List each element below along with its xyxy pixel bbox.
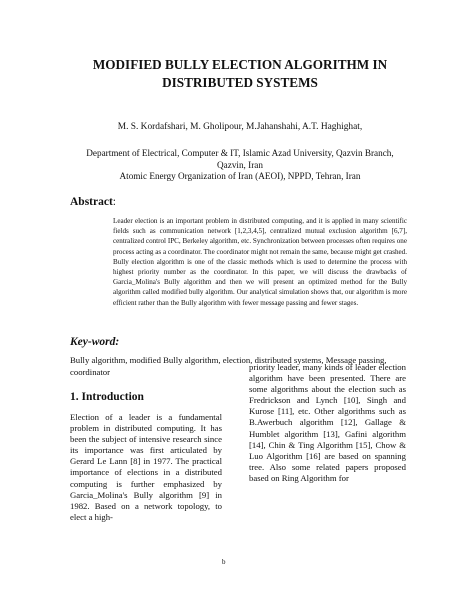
introduction-right-column: priority leader, many kinds of leader election algorithm have been presented. There are some algorithms about the election such as Fredrickson and Lynch [10], Singh and Kurose [11], etc. Other algorithms such as B.Awerbuch algorithm [12], Gallage & Humblet algorithm [13], Gafini algorithm [14], Chin & Ting Algorithm [15], Chow & Luo Algorithm [16] are based on spanning tree. Also some related papers proposed based on Ring Algorithm for <box>249 362 406 483</box>
affiliation-line-3: Atomic Energy Organization of Iran (AEOI), NPPD, Tehran, Iran <box>119 171 361 181</box>
abstract-heading <box>70 196 116 208</box>
introduction-left-column: Election of a leader is a fundamental problem in distributed computing. It has been the subject of intensive research since its importance was first articulated by Gerard Le Lann [8] in 1977. The practical importance of elections in a distributed computing is further emphasized by Garcia_Molina's Bully algorithm [9] in 1982. Based on a network topology, to elect a high- <box>70 412 222 522</box>
affiliation-line-1: Department of Electrical, Computer & IT, Islamic Azad University, Qazvin Branch, <box>86 148 394 158</box>
paper-title <box>70 56 410 92</box>
abstract-heading-text: Abstract <box>70 196 113 208</box>
page-number: b <box>222 558 226 566</box>
title-line-2: DISTRIBUTED SYSTEMS <box>162 75 318 90</box>
abstract-heading-colon: : <box>112 196 116 208</box>
affiliation-line-2: Qazvin, Iran <box>217 159 263 170</box>
introduction-heading: 1. Introduction <box>70 391 144 403</box>
keyword-list: Bully algorithm, modified Bully algorithm, election, distributed systems, Message passing, coordinator <box>70 355 387 377</box>
title-line-1: MODIFIED BULLY ELECTION ALGORITHM IN <box>92 57 388 72</box>
keyword-heading: Key-word: <box>70 336 120 348</box>
abstract-body: Leader election is an important problem in distributed computing, and it is applied in many scientific fields such as communication network [1,2,3,4,5], centralized mutual exclusion algorithm [6,7], centralized control IPC, Berkeley algorithm, etc. Synchronization between processes often requires one process acting as a coordinator. The coordinator might not remain the same, because might get crashed. Bully election algorithm is one of the classic methods which is used to determine the process with highest priority number as the coordinator. In this paper, we will discuss the drawbacks of Garcia_Molina's Bully algorithm and then we will present an optimized method for the Bully algorithm called modified bully algorithm. Our analytical simulation shows that, our algorithm is more efficient rather than the Bully algorithm with fewer message passing and fewer stages. <box>113 217 407 307</box>
affiliations <box>60 148 420 183</box>
author-list: M. S. Kordafshari, M. Gholipour, M.Jahanshahi, A.T. Haghighat, <box>117 122 363 132</box>
